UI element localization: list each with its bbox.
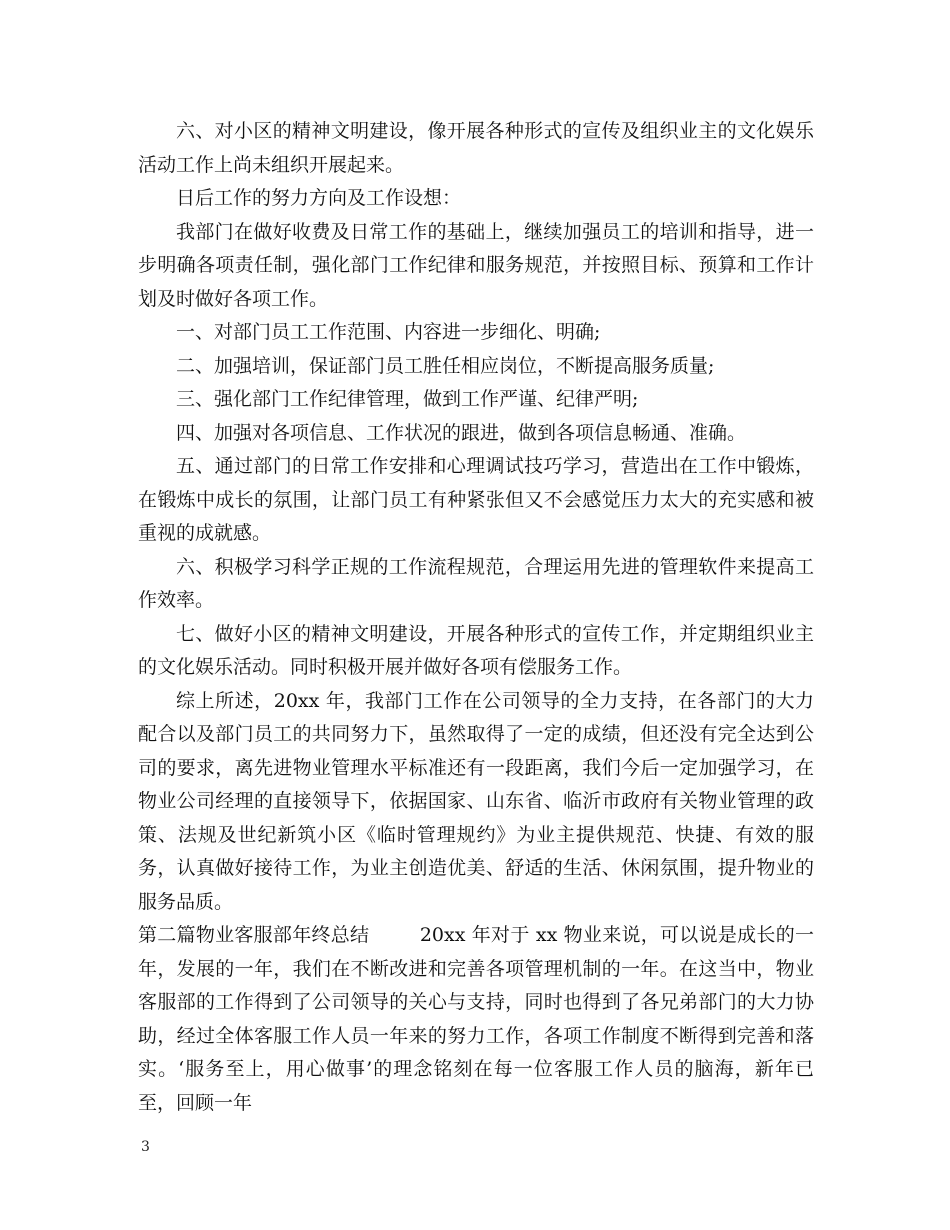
paragraph-2: 日后工作的努力方向及工作设想： [176, 187, 462, 209]
paragraph-3: 我部门在做好收费及日常工作的基础上，继续加强员工的培训和指导，进一步明确各项责任制，强化部门工作纪律和服务规范，并按照目标、预算和工作计划及时做好各项工作。 [138, 220, 814, 310]
section-two-paragraph [138, 919, 814, 1120]
paragraph-10: 七、做好小区的精神文明建设，开展各种形式的宣传工作，并定期组织业主的文化娱乐活动。同时积极开展并做好各项有偿服务工作。 [138, 622, 814, 678]
section-two-heading: 第二篇物业客服部年终总结 [138, 924, 370, 946]
paragraph-7: 四、加强对各项信息、工作状况的跟进，做到各项信息畅通、准确。 [176, 421, 747, 444]
paragraph-8: 五、通过部门的日常工作安排和心理调试技巧学习，营造出在工作中锻炼，在锻炼中成长的氛围，让部门员工有种紧张但又不会感觉压力太大的充实感和被重视的成就感。 [138, 455, 814, 544]
paragraph-6: 三、强化部门工作纪律管理，做到工作严谨、纪律严明; [176, 388, 639, 410]
section-two-text: 20xx 年对于 xx 物业来说，可以说是成长的一年，发展的一年，我们在不断改进和完善各项管理机制的一年。在这当中，物业客服部的工作得到了公司领导的关心与支持，同时也得到了各兄弟部门的大力协助，经过全体客服工作人员一年来的努力工作，各项工作制度不断得到完善和落实。‘服务至上，用心做事’的理念铭刻在每一位客服工作人员的脑海，新年已至，回顾一年 [138, 924, 814, 1114]
paragraph-1: 六、对小区的精神文明建设，像开展各种形式的宣传及组织业主的文化娱乐活动工作上尚未组织开展起来。 [138, 120, 814, 176]
paragraph-9: 六、积极学习科学正规的工作流程规范，合理运用先进的管理软件来提高工作效率。 [138, 555, 814, 611]
paragraph-11: 综上所述，20xx 年，我部门工作在公司领导的全力支持，在各部门的大力配合以及部门员工的共同努力下，虽然取得了一定的成绩，但还没有完全达到公司的要求，离先进物业管理水平标准还有一段距离，我们今后一定加强学习，在物业公司经理的直接领导下，依据国家、山东省、临沂市政府有关物业管理的政策、法规及世纪新筑小区《临时管理规约》为业主提供规范、快捷、有效的服务，认真做好接待工作，为业主创造优美、舒适的生活、休闲氛围，提升物业的服务品质。 [138, 689, 814, 913]
document-body [138, 115, 814, 1120]
paragraph-5: 二、加强培训，保证部门员工胜任相应岗位，不断提高服务质量; [176, 354, 715, 377]
heading-spacer [369, 924, 420, 946]
page-number: 3 [141, 1139, 150, 1155]
paragraph-4: 一、对部门员工工作范围、内容进一步细化、明确; [176, 321, 601, 343]
